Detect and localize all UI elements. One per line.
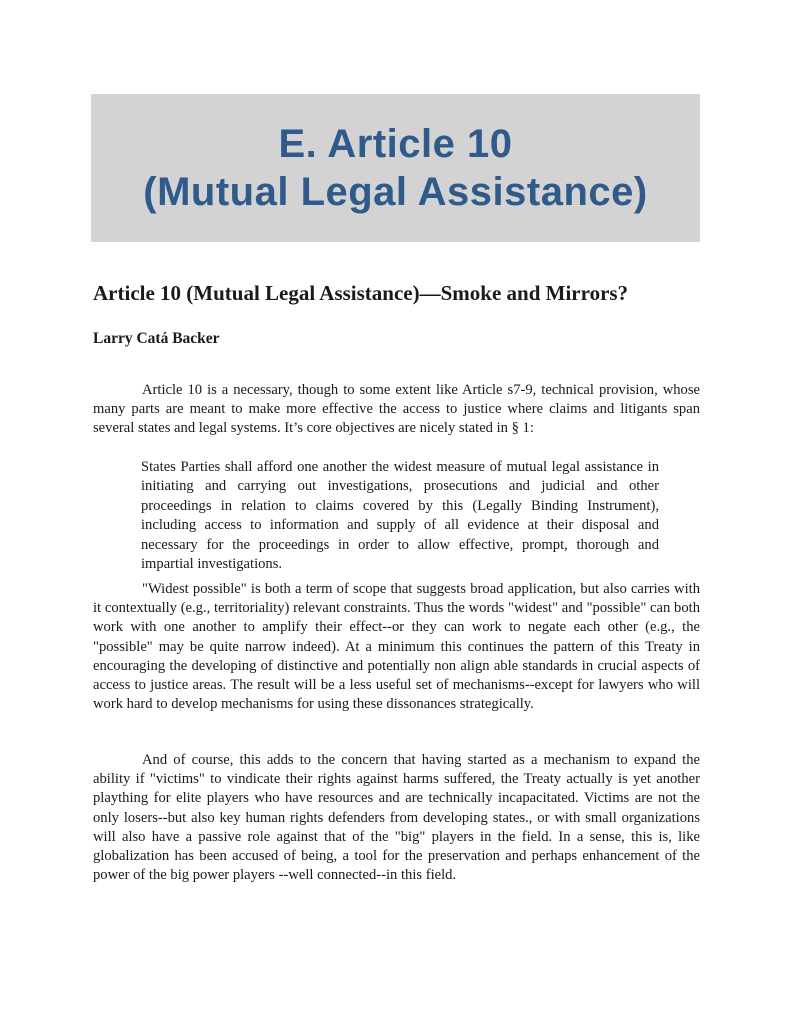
section-heading-banner xyxy=(91,94,700,242)
section-title-line-1: E. Article 10 xyxy=(278,122,513,166)
paragraph-intro: Article 10 is a necessary, though to some extent like Article s7-9, technical provision, whose many parts are meant to make more effective the access to justice where claims and litigants span several states and legal systems. It’s core objectives are nicely stated in § 1: xyxy=(93,382,700,437)
paragraph-widest-possible: "Widest possible" is both a term of scope that suggests broad application, but also carries with it contextually (e.g., territoriality) relevant constraints. Thus the words "widest" and "possible" can both work with one another to amplify their effect--or they can work to negate each other (e.g., the "possible" may be quite narrow indeed). At a minimum this continues the pattern of this Treaty in encouraging the developing of distinctive and potentially non align able standards in crucial aspects of access to justice areas. The result will be a less useful set of mechanisms--except for lawyers who will work hard to develop mechanisms for using these dissonances strategically. xyxy=(93,581,700,713)
section-title-line-2: (Mutual Legal Assistance) xyxy=(143,170,648,214)
author-name: Larry Catá Backer xyxy=(93,330,220,347)
paragraph-concern: And of course, this adds to the concern that having started as a mechanism to expand the ability if "victims" to vindicate their rights against harms suffered, the Treaty actually is yet another plaything for elite players who have resources and are technically incapacitated. Victims are not the only losers--but also key human rights defenders from developing states., or with small organizations will also have a passive role against that of the "big" players in the field. In a sense, this is, like globalization has been accused of being, a tool for the preservation and perhaps enhancement of the power of the big power players --well connected--in this field. xyxy=(93,752,700,884)
block-quote: States Parties shall afford one another the widest measure of mutual legal assistance in initiating and carrying out investigations, prosecutions and judicial and other proceedings in relation to claims covered by this (Legally Binding Instrument), including access to information and supply of all evidence at their disposal and necessary for the proceedings in order to allow effective, prompt, thorough and impartial investigations. xyxy=(141,459,659,573)
article-title: Article 10 (Mutual Legal Assistance)—Smoke and Mirrors? xyxy=(93,281,629,305)
